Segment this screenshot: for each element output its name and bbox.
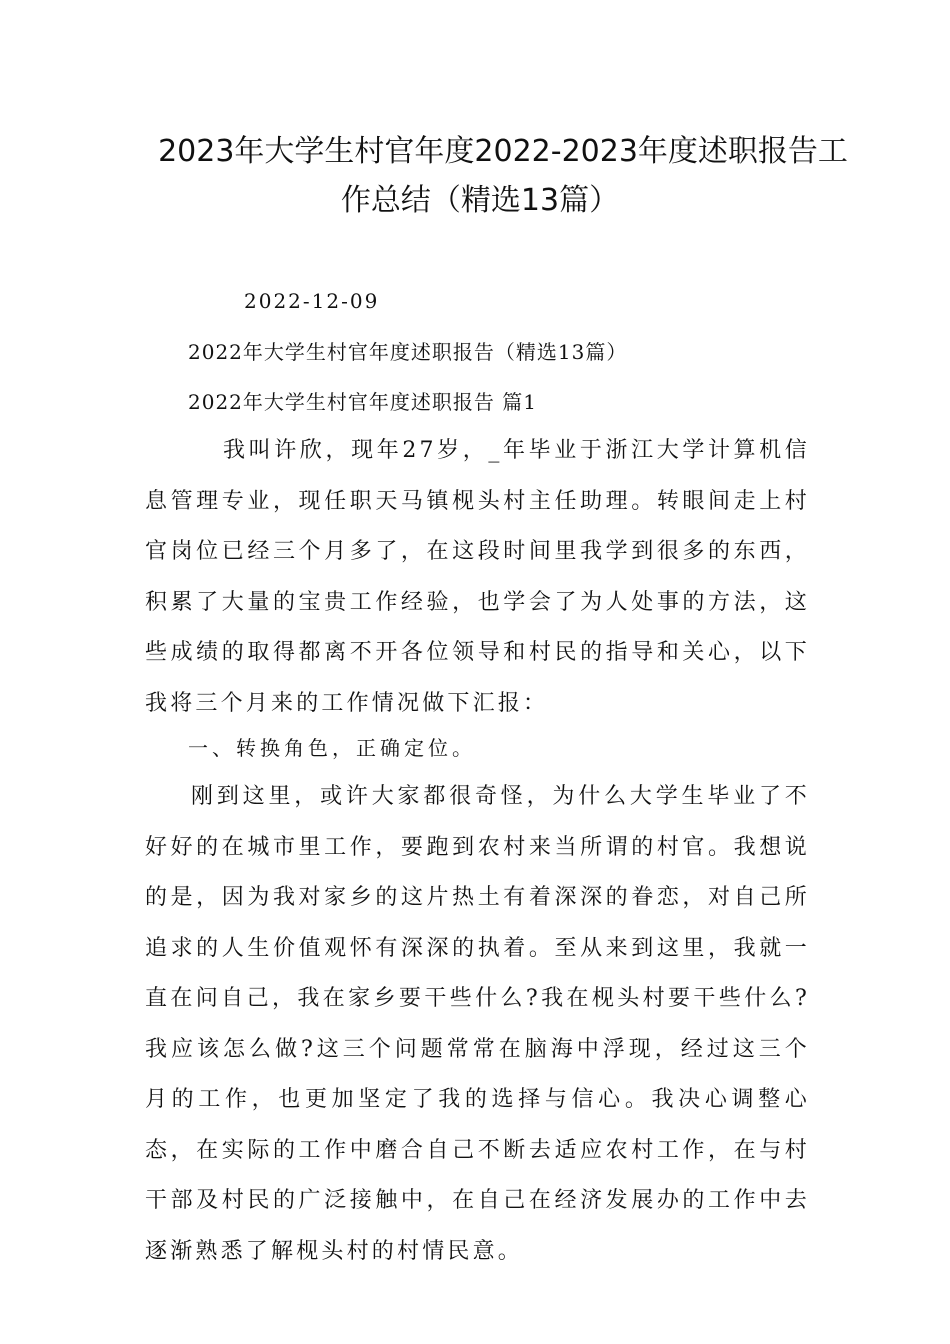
section-heading: 2022年大学生村官年度述职报告 篇1 [188, 390, 537, 414]
body-paragraph-2: 刚到这里，或许大家都很奇怪，为什么大学生毕业了不好好的在城市里工作，要跑到农村来当所谓的村官。我想说的是，因为我对家乡的这片热土有着深深的眷恋，对自己所追求的人生价值观怀有深深的执着。至从来到这里，我就一直在问自己，我在家乡要干些什么?我在枧头村要干些什么?我应该怎么做?这三个问题常常在脑海中浮现，经过这三个月的工作，也更加坚定了我的选择与信心。我决心调整心态，在实际的工作中磨合自己不断去适应农村工作，在与村干部及村民的广泛接触中，在自己在经济发展办的工作中去逐渐熟悉了解枧头村的村情民意。 [145, 784, 810, 1264]
publish-date: 2022-12-09 [244, 289, 380, 313]
document-subtitle: 2022年大学生村官年度述职报告（精选13篇） [188, 340, 628, 364]
document-title-line-2: 作总结（精选13篇） [340, 183, 620, 218]
point-heading-1: 一、转换角色，正确定位。 [188, 736, 476, 760]
body-paragraph-1: 我叫许欣，现年27岁，_年毕业于浙江大学计算机信息管理专业，现任职天马镇枧头村主任助理。转眼间走上村官岗位已经三个月多了，在这段时间里我学到很多的东西，积累了大量的宝贵工作经验，也学会了为人处事的方法，这些成绩的取得都离不开各位领导和村民的指导和关心，以下我将三个月来的工作情况做下汇报： [145, 438, 810, 716]
document-title-line-1: 2023年大学生村官年度2022-2023年度述职报告工 [158, 134, 848, 169]
